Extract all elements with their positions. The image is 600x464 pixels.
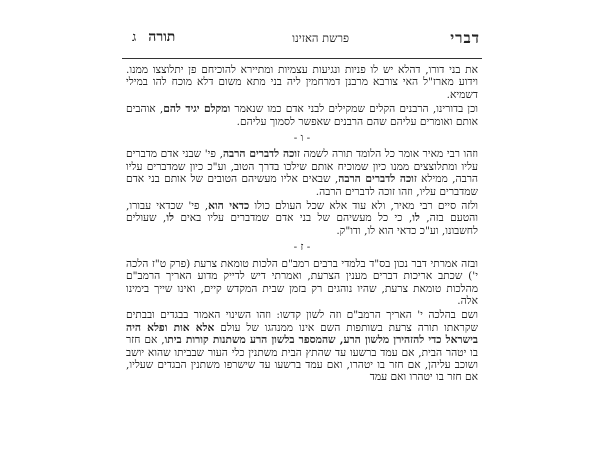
paragraph: ובזה אמרתי דבר נכון בס"ד בלמדי ברבים רמב"ם הלכות טומאת צרעת (פרק ט"ז הלכה י') שכתב אריכות דברים מענין הצרעת, ואמרתי דיש לדייק מדוע האריך הרמב"ם מהלכות טומאת צרעת, שהיו נוהגים רק בזמן שבית המקדש קיים, ואינו שייך בימינו אלה. [126,257,478,307]
paragraph: ושם בהלכה י' האריך הרמב"ם וזה לשון קדשו: וזהו השינוי האמור בבגדים ובבתים שקראתו תורה צרעת בשותפות השם אינו ממנהגו של עולם אלא אות ופלא היה בישראל כדי להזהירן מלשון הרע, שהמספר בלשון הרע משתנות קורות ביתו, אם חזר בו יטהר הבית, אם עמד ברשעו עד שהתץ הבית משתנין כלי העור שבביתו שהוא יושב ושוכב עליהן, אם חזר בו יטהרו, ואם עמד ברשעו עד שישרפו משתנין הבגדים שעליו, אם חזר בו יטהרו ואם עמד [126,309,478,384]
paragraph: וכן בדורינו, הרבנים הקלים שמקילים לבני אדם כמו שנאמר ומקלם יגיד להם, אוהבים אותם ואומרים עליהם שהם הרבנים שאפשר לסמוך עליהם. [126,103,479,128]
bold-phrase: לו [166,212,174,225]
book-name: תורה [148,29,176,45]
paragraph: ולזה סיים רבי מאיר, ולא עוד אלא שכל העולם כולו כדאי הוא, פי' שכדאי עבורו, והטעם בזה, לו, כי כל מעשיהם של בני אדם שמדברים עליו באים לו, שעולים לחשבונו, וע"כ כדאי הוא לו, ודו"ק. [126,200,478,237]
section-marker: - ו - [293,132,311,145]
parasha-name: פרשת האזינו [292,31,349,45]
bold-phrase: לו [412,212,420,225]
book-and-page [132,29,175,46]
section-title: דברי [450,29,480,47]
header-rule [122,58,482,59]
bold-phrase: אלא אות ופלא היה בישראל כדי להזהירן מלשון הרע, שהמספר בלשון הרע משתנות קורות ביתו [126,321,478,347]
bold-phrase: כדאי הוא [208,200,250,213]
page-letter: ג [132,30,137,45]
paragraph: את בני דורו, דהלא יש לו פניות ונגיעות עצמיות ומתיירא להוכיחם פן יתלוצצו ממנו. וידוע מארז"ל האי צורבא מרבנן דמרחמין ליה בני מתא משום דלא מוכח להו במילי דשמיא. [126,64,478,101]
page-header [126,28,482,54]
paragraph: וזהו רבי מאיר אומר כל הלומד תורה לשמה זוכה לדברים הרבה, פי' שבני אדם מדברים עליו ומתלוצצים ממנו כיון שמוכיח אותם שילכו בדרך הטוב, וע"כ כיון שמדברים עליו הרבה, ממילא זוכה לדברים הרבה, שבאים אליו מעשיהם הטובים של אותם בני אדם שמדברים עליו, וזהו זוכה לדברים הרבה. [126,148,479,198]
main-text [126,64,478,386]
bold-phrase: זוכה לדברים הרבה [222,148,300,161]
bold-phrase: זוכה לדברים הרבה [338,173,417,186]
bold-phrase: ומקלם יגיד להם [163,103,231,116]
section-marker: - ז - [293,241,311,254]
